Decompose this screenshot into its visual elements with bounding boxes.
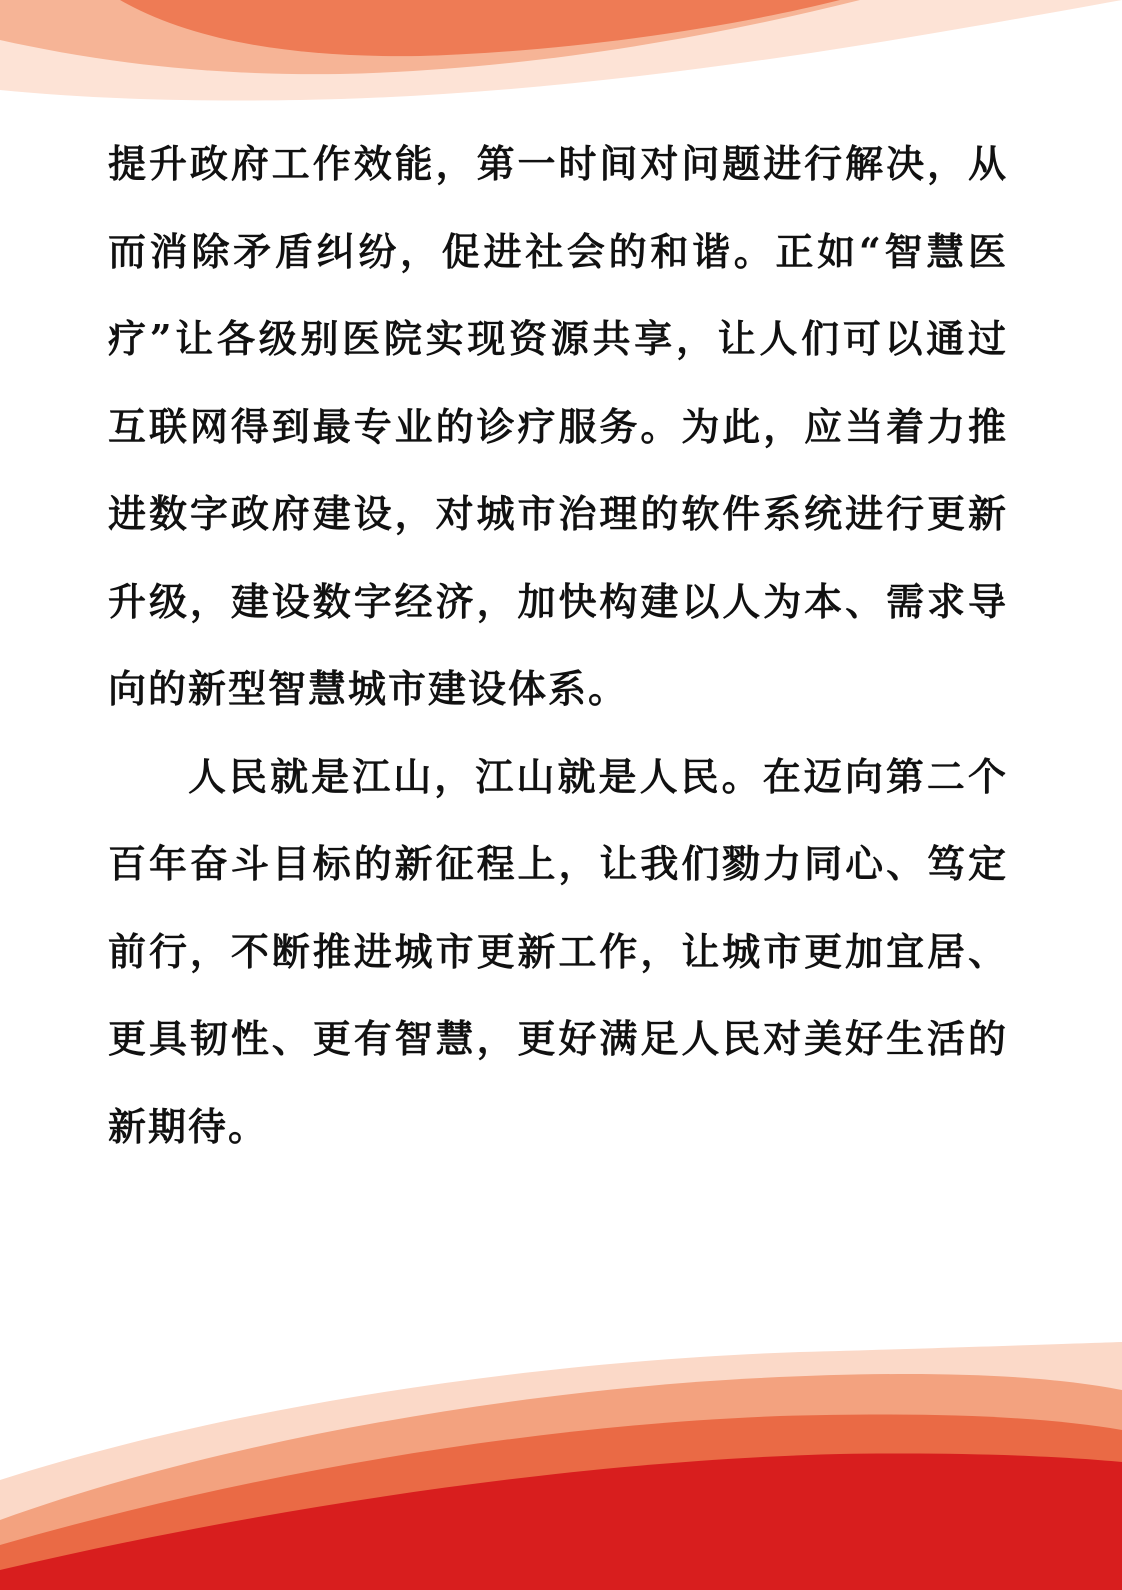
article-body (108, 120, 1008, 1170)
top-wave-decoration (0, 0, 1122, 110)
bottom-wave-decoration (0, 1330, 1122, 1590)
paragraph-1: 提升政府工作效能，第一时间对问题进行解决，从而消除矛盾纠纷，促进社会的和谐。正如“智慧医疗”让各级别医院实现资源共享，让人们可以通过互联网得到最专业的诊疗服务。为此，应当着力推进数字政府建设，对城市治理的软件系统进行更新升级，建设数字经济，加快构建以人为本、需求导向的新型智慧城市建设体系。 (108, 141, 1008, 711)
paragraph-2: 人民就是江山，江山就是人民。在迈向第二个百年奋斗目标的新征程上，让我们勠力同心、笃定前行，不断推进城市更新工作，让城市更加宜居、更具韧性、更有智慧，更好满足人民对美好生活的新期待。 (108, 753, 1008, 1149)
